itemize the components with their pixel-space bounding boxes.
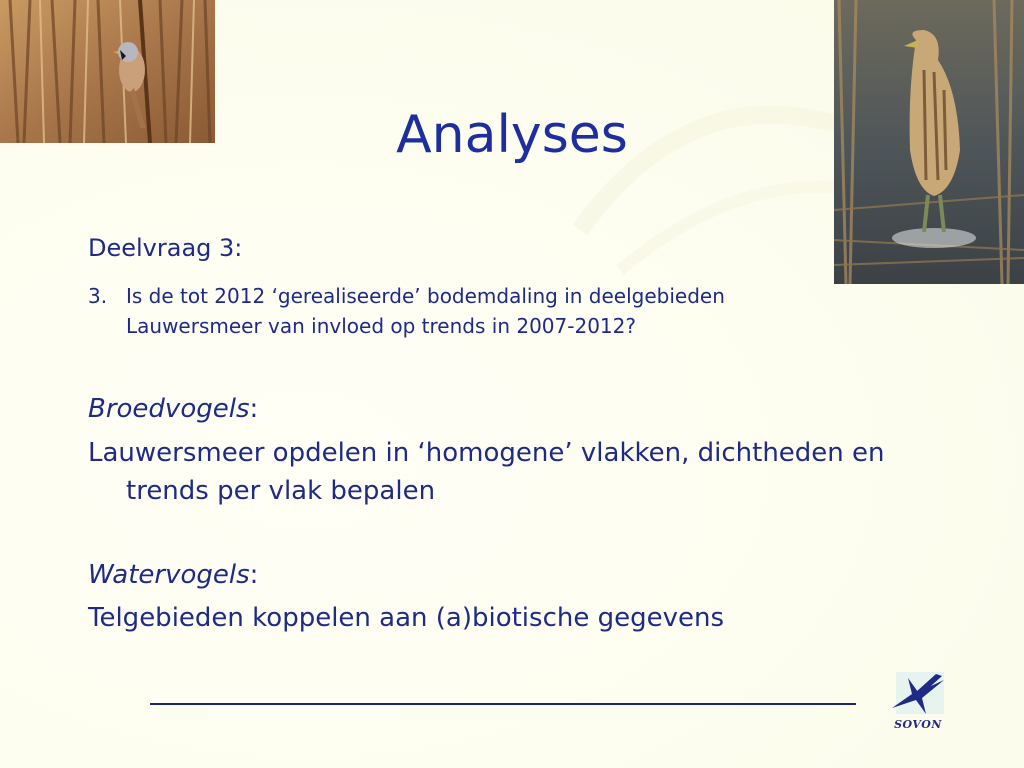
watervogels-heading — [88, 557, 258, 593]
question-number: 3. — [88, 284, 108, 308]
broedvogels-heading — [88, 391, 258, 427]
question-text: Is de tot 2012 ‘gerealiseerde’ bodemdaling in deelgebieden Lauwersmeer van invloed op trends in 2007-2012? — [126, 284, 725, 338]
broedvogels-text-line2: trends per vlak bepalen — [126, 476, 436, 506]
footer-rule — [150, 703, 856, 705]
deelvraag-label: Deelvraag 3: — [88, 234, 243, 262]
broedvogels-colon: : — [249, 394, 259, 424]
broedvogels-text-line1: Lauwersmeer opdelen in ‘homogene’ vlakken, dichtheden en — [88, 438, 885, 468]
broedvogels-heading-text: Broedvogels — [88, 394, 250, 424]
watervogels-colon: : — [249, 560, 259, 590]
sovon-logo-text: SOVON — [894, 718, 942, 731]
watervogels-heading-text: Watervogels — [88, 560, 250, 590]
sovon-logo — [886, 668, 950, 738]
swallow-icon — [886, 668, 950, 718]
slide-title: Analyses — [396, 105, 628, 165]
watervogels-text: Telgebieden koppelen aan (a)biotische gegevens — [88, 603, 725, 633]
broedvogels-text — [88, 434, 988, 510]
